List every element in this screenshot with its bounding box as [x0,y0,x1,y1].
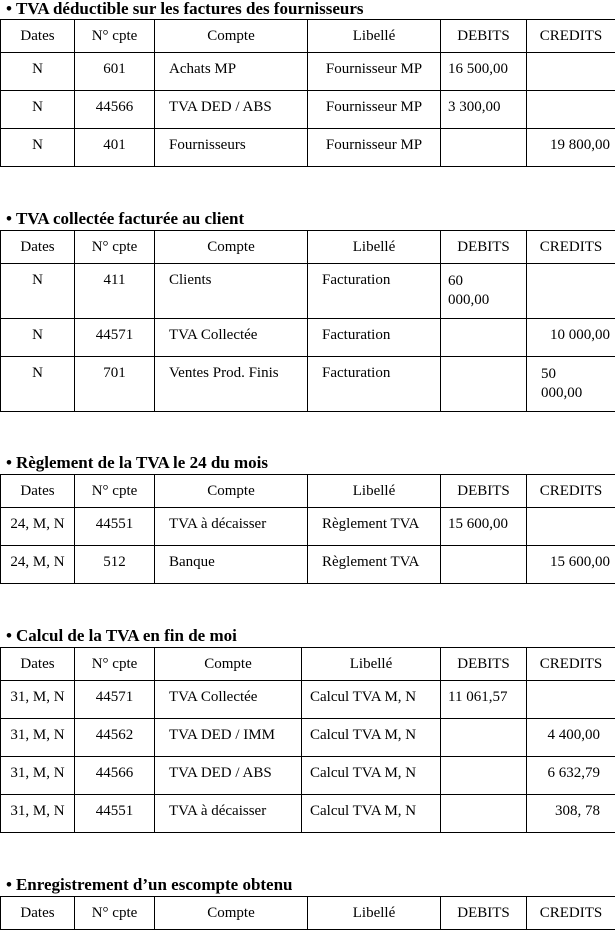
col-header-dates: Dates [1,897,75,930]
col-header-credits: CREDITS [527,897,615,930]
col-header-dates: Dates [1,648,75,681]
col-header-account-number: N° cpte [75,648,155,681]
cell-account: Ventes Prod. Finis [155,357,308,412]
journal-table [0,19,615,167]
table-header-row [1,475,615,508]
col-header-label: Libellé [308,20,441,53]
cell-account: TVA Collectée [155,319,308,357]
cell-date: N [1,319,75,357]
col-header-credits: CREDITS [527,648,615,681]
bullet-icon: • [6,0,12,18]
col-header-debits: DEBITS [441,20,527,53]
cell-account: TVA Collectée [155,681,302,719]
col-header-account-number: N° cpte [75,20,155,53]
cell-credit: 6 632,79 [527,757,615,795]
cell-debit [441,757,527,795]
cell-debit [441,357,527,412]
cell-label: Règlement TVA [308,508,441,546]
table-row [1,357,615,412]
cell-account: TVA DED / IMM [155,719,302,757]
table-row [1,91,615,129]
table-row [1,546,615,584]
col-header-account-number: N° cpte [75,231,155,264]
cell-credit [527,53,615,91]
col-header-account: Compte [155,897,308,930]
table-header-row [1,231,615,264]
bullet-icon: • [6,209,12,228]
bullet-icon: • [6,453,12,472]
col-header-label: Libellé [308,231,441,264]
cell-label: Fournisseur MP [308,91,441,129]
cell-date: 31, M, N [1,757,75,795]
table-row [1,53,615,91]
col-header-account: Compte [155,475,308,508]
cell-account: Clients [155,264,308,319]
cell-label: Calcul TVA M, N [302,757,441,795]
cell-account-number: 512 [75,546,155,584]
cell-credit [527,264,615,319]
col-header-account: Compte [155,20,308,53]
cell-account: Fournisseurs [155,129,308,167]
cell-credit: 50 000,00 [527,357,615,412]
section-title: • Calcul de la TVA en fin de moi [6,626,237,645]
col-header-debits: DEBITS [441,475,527,508]
cell-account-number: 44551 [75,508,155,546]
col-header-dates: Dates [1,231,75,264]
section-title: • Enregistrement d’un escompte obtenu [6,875,293,894]
cell-account: TVA DED / ABS [155,91,308,129]
cell-date: 31, M, N [1,719,75,757]
cell-label: Fournisseur MP [308,129,441,167]
cell-label: Calcul TVA M, N [302,795,441,833]
cell-date: 24, M, N [1,508,75,546]
cell-credit: 10 000,00 [527,319,615,357]
cell-label: Facturation [308,319,441,357]
cell-account: Achats MP [155,53,308,91]
cell-credit: 4 400,00 [527,719,615,757]
section-title: • TVA déductible sur les factures des fournisseurs [6,0,364,18]
col-header-credits: CREDITS [527,20,615,53]
col-header-credits: CREDITS [527,475,615,508]
cell-debit [441,795,527,833]
cell-account: Banque [155,546,308,584]
cell-debit [441,719,527,757]
cell-label: Calcul TVA M, N [302,681,441,719]
journal-table [0,896,615,930]
col-header-account: Compte [155,648,302,681]
cell-debit: 15 600,00 [441,508,527,546]
col-header-account: Compte [155,231,308,264]
cell-date: 31, M, N [1,681,75,719]
cell-account-number: 44551 [75,795,155,833]
cell-account: TVA à décaisser [155,508,308,546]
table-row [1,719,615,757]
col-header-label: Libellé [308,475,441,508]
section-title: • TVA collectée facturée au client [6,209,245,228]
col-header-dates: Dates [1,475,75,508]
cell-debit [441,129,527,167]
col-header-credits: CREDITS [527,231,615,264]
col-header-account-number: N° cpte [75,897,155,930]
cell-label: Facturation [308,357,441,412]
bullet-icon: • [6,626,12,645]
cell-debit [441,546,527,584]
table-header-row [1,648,615,681]
cell-account-number: 411 [75,264,155,319]
cell-debit: 11 061,57 [441,681,527,719]
cell-account: TVA à décaisser [155,795,302,833]
cell-credit: 308, 78 [527,795,615,833]
cell-account-number: 701 [75,357,155,412]
bullet-icon: • [6,875,12,894]
cell-date: N [1,357,75,412]
cell-label: Facturation [308,264,441,319]
table-header-row [1,897,615,930]
cell-debit: 3 300,00 [441,91,527,129]
col-header-label: Libellé [308,897,441,930]
cell-date: N [1,91,75,129]
cell-debit: 16 500,00 [441,53,527,91]
cell-label: Calcul TVA M, N [302,719,441,757]
journal-table [0,474,615,584]
cell-label: Fournisseur MP [308,53,441,91]
cell-credit [527,508,615,546]
table-row [1,129,615,167]
table-row [1,508,615,546]
col-header-dates: Dates [1,20,75,53]
cell-date: N [1,129,75,167]
table-row [1,264,615,319]
cell-date: N [1,53,75,91]
table-row [1,795,615,833]
table-row [1,681,615,719]
cell-account-number: 44566 [75,91,155,129]
journal-table [0,647,615,833]
cell-account-number: 401 [75,129,155,167]
cell-account-number: 601 [75,53,155,91]
cell-debit [441,319,527,357]
table-header-row [1,20,615,53]
cell-account-number: 44566 [75,757,155,795]
cell-debit: 60 000,00 [441,264,527,319]
cell-label: Règlement TVA [308,546,441,584]
col-header-debits: DEBITS [441,648,527,681]
journal-table [0,230,615,412]
col-header-account-number: N° cpte [75,475,155,508]
section-title: • Règlement de la TVA le 24 du mois [6,453,268,472]
table-row [1,319,615,357]
col-header-label: Libellé [302,648,441,681]
col-header-debits: DEBITS [441,231,527,264]
cell-account-number: 44571 [75,319,155,357]
cell-date: N [1,264,75,319]
cell-account-number: 44562 [75,719,155,757]
cell-date: 31, M, N [1,795,75,833]
cell-date: 24, M, N [1,546,75,584]
table-row [1,757,615,795]
cell-credit: 19 800,00 [527,129,615,167]
col-header-debits: DEBITS [441,897,527,930]
cell-credit [527,91,615,129]
cell-account: TVA DED / ABS [155,757,302,795]
cell-account-number: 44571 [75,681,155,719]
cell-credit: 15 600,00 [527,546,615,584]
cell-credit [527,681,615,719]
